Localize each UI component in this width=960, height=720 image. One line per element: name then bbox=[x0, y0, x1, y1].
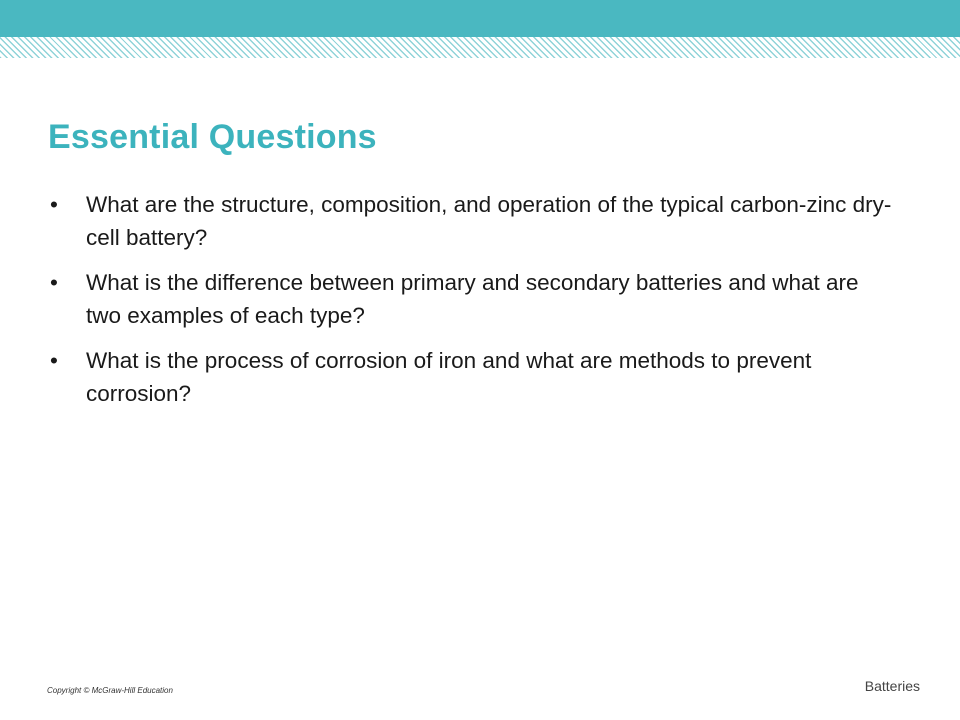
bullet-text: What are the structure, composition, and operation of the typical carbon-zinc dry-cell battery? bbox=[86, 192, 892, 250]
bullet-item bbox=[48, 344, 898, 410]
bullet-item bbox=[48, 188, 898, 254]
bullet-text: What is the process of corrosion of iron and what are methods to prevent corrosion? bbox=[86, 348, 812, 406]
hatch-pattern-strip bbox=[0, 37, 960, 58]
bullet-item bbox=[48, 266, 898, 332]
bullet-dot-icon: • bbox=[50, 348, 58, 373]
bullet-text: What is the difference between primary and secondary batteries and what are two examples of each type? bbox=[86, 270, 859, 328]
copyright-notice: Copyright © McGraw-Hill Education bbox=[47, 686, 173, 695]
footer-topic-label: Batteries bbox=[864, 678, 920, 694]
top-accent-band bbox=[0, 0, 960, 37]
bullet-dot-icon: • bbox=[50, 270, 58, 295]
bullet-dot-icon: • bbox=[50, 192, 58, 217]
bullet-list bbox=[48, 188, 898, 422]
slide-title: Essential Questions bbox=[48, 118, 377, 156]
